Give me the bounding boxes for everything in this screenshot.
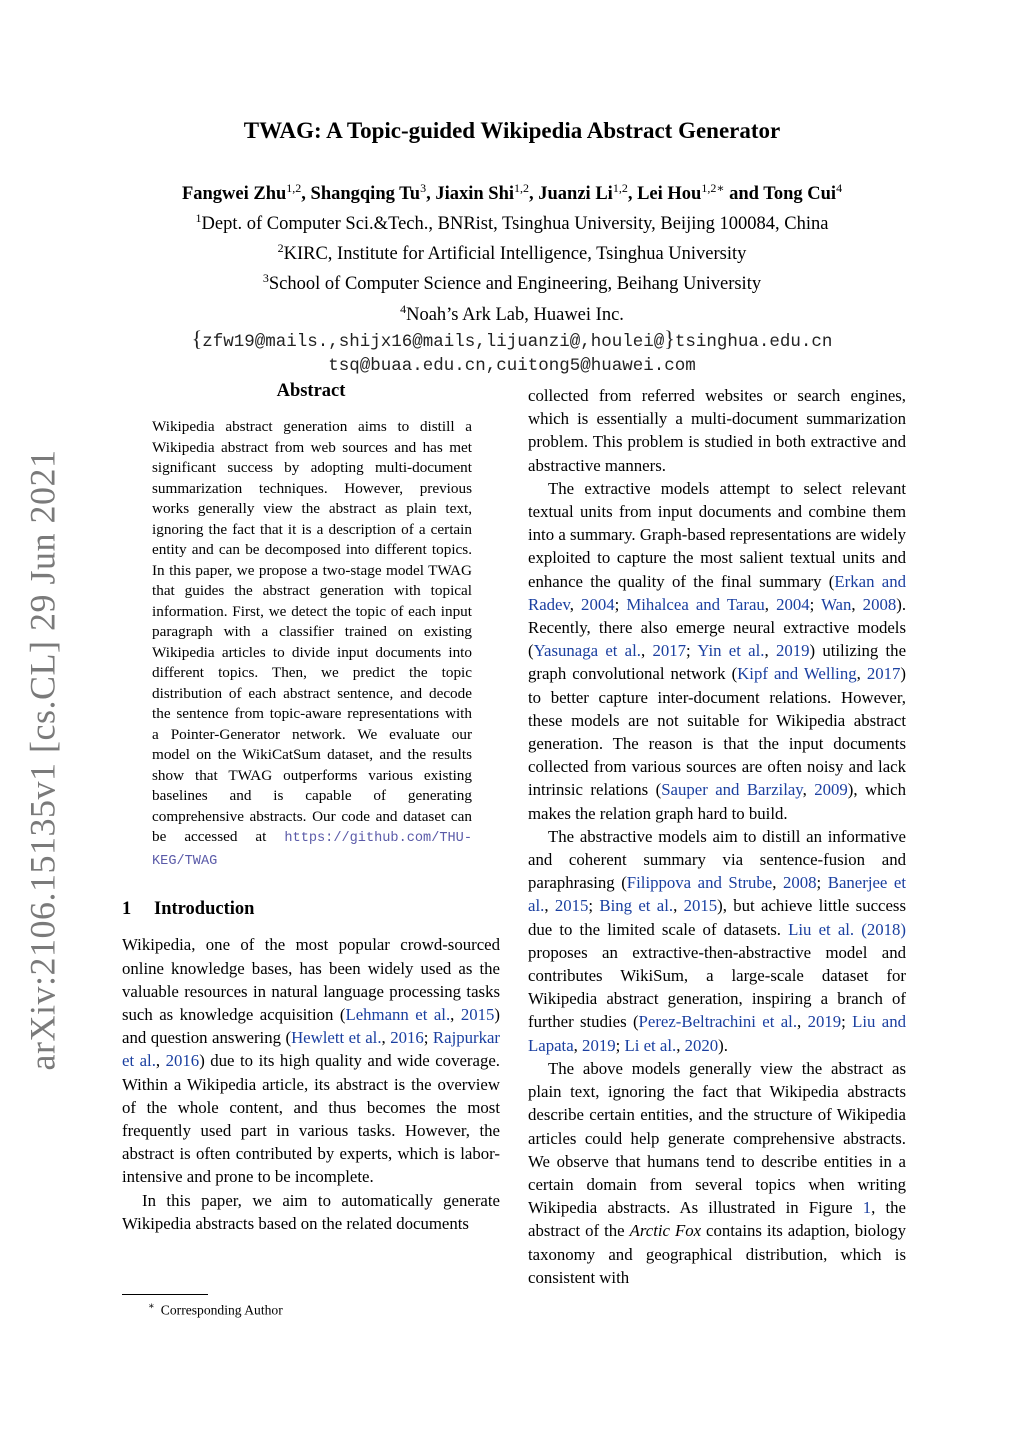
affiliation — [0, 206, 1024, 236]
affiliation-text: Noah’s Ark Lab, Huawei Inc. — [406, 304, 624, 325]
citation-link[interactable]: 2015 — [460, 1005, 495, 1025]
intro-paragraph-2 — [122, 1189, 500, 1235]
author-name: Shangqing Tu — [310, 184, 421, 205]
affiliation — [0, 297, 1024, 327]
citation-link[interactable]: 2020 — [684, 1035, 719, 1055]
paragraph-text: proposes an extractive-then-abstractive model and contributes WikiSum, a large-scale dataset for Wikipedia abstract generation, inspiring a branch of further studies ( — [528, 942, 906, 1032]
author-separator: , — [301, 184, 311, 205]
citation-link[interactable]: Hewlett et al. — [291, 1028, 382, 1048]
paragraph-text: , — [764, 594, 777, 614]
author-separator: , — [426, 184, 436, 205]
author-affiliation-mark: 1,2 — [286, 181, 302, 195]
affiliation-text: Dept. of Computer Sci.&Tech., BNRist, Tsinghua University, Beijing 100084, China — [201, 214, 829, 235]
paragraph-text: contains its adaption, biology taxonomy and geographical distribution, which is consistent with — [528, 1221, 906, 1287]
paragraph-text: ), which makes the relation graph hard to build. — [528, 780, 906, 823]
author-list — [0, 176, 1024, 206]
citation-link[interactable]: Liu et al. (2018) — [788, 919, 906, 939]
author-name: Fangwei Zhu — [181, 184, 287, 205]
paragraph-text: ; — [809, 594, 822, 614]
citation-link[interactable]: Li et al. — [624, 1035, 677, 1055]
email-line-2: tsq@buaa.edu.cn,cuitong5@huawei.com — [328, 355, 696, 376]
citation-link[interactable]: 2008 — [782, 873, 817, 893]
footnote-text: Corresponding Author — [160, 1302, 283, 1318]
affiliation-mark: 3 — [262, 271, 269, 286]
affiliation-text: KIRC, Institute for Artificial Intelligence, Tsinghua University — [283, 244, 747, 265]
author-name: Lei Hou — [637, 184, 702, 205]
citation-link[interactable]: 2004 — [776, 594, 810, 614]
paragraph-text: The above models generally view the abstract as plain text, ignoring the fact that Wikipedia abstracts describe certain entities, and the structure of Wikipedia articles could help generate comprehensive abstracts. We observe that humans tend to describe entities in a certain domain from several topics when writing Wikipedia abstracts. As illustrated in Figure — [528, 1058, 906, 1218]
citation-link[interactable]: Bing et al. — [599, 896, 674, 916]
email-close-brace: } — [664, 325, 675, 351]
email-domain: tsinghua.edu.cn — [674, 331, 833, 352]
citation-link[interactable]: Banerjee et al. — [528, 873, 907, 916]
intro-paragraph-1 — [122, 933, 500, 1188]
citation-link[interactable]: 2016 — [390, 1028, 424, 1048]
section-heading-introduction — [122, 898, 500, 921]
abstract-heading: Abstract — [276, 381, 346, 401]
author-separator: , — [627, 184, 638, 205]
affiliation-mark: 2 — [277, 241, 284, 256]
citation-link[interactable]: Filippova and Strube — [626, 873, 773, 893]
citation-link[interactable]: Rajpurkar et al. — [122, 1028, 501, 1071]
paper-title: TWAG: A Topic-guided Wikipedia Abstract Generator — [243, 118, 781, 143]
right-paragraph-extractive — [528, 477, 906, 825]
paragraph-text: collected from referred websites or search engines, which is essentially a multi-document summarization problem. This problem is studied in both extractive and abstractive manners. — [528, 386, 906, 475]
affiliation-mark: 4 — [400, 301, 407, 316]
affiliation-list — [0, 206, 1024, 327]
citation-link[interactable]: 1 — [862, 1198, 872, 1218]
citation-link[interactable]: 2009 — [814, 780, 848, 800]
author-name: Juanzi Li — [538, 184, 613, 205]
citation-link[interactable]: 2017 — [652, 641, 687, 661]
citation-link[interactable]: Mihalcea and Tarau — [626, 594, 765, 614]
citation-link[interactable]: Yasunaga et al. — [533, 641, 641, 661]
paragraph-text: , — [856, 664, 867, 684]
citation-link[interactable]: 2019 — [582, 1035, 616, 1055]
author-name: Tong Cui — [763, 184, 837, 205]
email-open-brace: { — [191, 325, 203, 351]
author-affiliation-mark: 3 — [420, 181, 427, 195]
email-addresses: zfw19@mails.,shijx16@mails,lijuanzi@,houlei@ — [202, 331, 665, 352]
right-paragraph-abstractive — [528, 825, 906, 1057]
paragraph-text: ) utilizing the graph convolutional network ( — [528, 641, 907, 684]
paragraph-text: , — [569, 594, 582, 614]
author-affiliation-mark: 1,2∗ — [701, 181, 725, 195]
citation-link[interactable]: Perez-Beltrachini et al. — [638, 1012, 798, 1032]
affiliation — [0, 236, 1024, 266]
section-title: Introduction — [154, 899, 255, 920]
footnote-mark: ∗ — [148, 1301, 155, 1312]
author-affiliation-mark: 1,2 — [612, 181, 628, 195]
paragraph-text: ), but achieve little success due to the limited scale of datasets. — [528, 896, 906, 939]
paragraph-text: ) to better capture inter-document relations. However, these models are not suitable for Wikipedia abstract generation. The reason is that the input documents collected from various sources are often noisy and lack intrinsic relations ( — [528, 664, 907, 800]
footnote-rule — [122, 1294, 208, 1295]
author-name: Jiaxin Shi — [435, 184, 515, 205]
paragraph-text: The extractive models attempt to select relevant textual units from input documents and combine them into a summary. Graph-based representations are widely exploited to capture the most salient textual units and enhance the quality of the final summary ( — [528, 478, 906, 591]
paragraph-text: , — [450, 1005, 461, 1025]
section-number: 1 — [122, 899, 132, 920]
author-separator: , — [529, 184, 539, 205]
citation-link[interactable]: 2017 — [866, 664, 901, 684]
author-affiliation-mark: 4 — [836, 181, 843, 195]
paragraph-text: ; — [614, 594, 627, 614]
email-line-1 — [0, 327, 1024, 354]
arxiv-identifier: arXiv:2106.15135v1 [cs.CL] 29 Jun 2021 — [22, 449, 63, 1071]
code-url-link[interactable]: https://github.com/THU-KEG/TWAG — [152, 831, 472, 869]
left-column — [122, 380, 500, 1235]
paragraph-text: , — [381, 1028, 391, 1048]
paragraph-text: , — [676, 1035, 685, 1055]
affiliation — [0, 266, 1024, 296]
paper-header — [0, 118, 1024, 378]
citation-link[interactable]: 2019 — [775, 641, 810, 661]
paragraph-text: ; — [423, 1028, 433, 1048]
paragraph-text: , — [544, 896, 555, 916]
arxiv-identifier-stamp — [22, 449, 63, 1071]
paragraph-text: , — [851, 594, 863, 614]
paragraph-text: ; — [615, 1035, 625, 1055]
citation-link[interactable]: 2004 — [581, 594, 615, 614]
italic-text: Arctic Fox — [629, 1221, 702, 1241]
right-column — [528, 384, 906, 1289]
paragraph-text: The abstractive models aim to distill an informative and coherent summary via sentence-fusion and paraphrasing ( — [528, 826, 906, 893]
paragraph-text: ; — [686, 641, 698, 661]
paragraph-text: ; — [588, 896, 600, 916]
paragraph-text: , — [641, 641, 653, 661]
paragraph-text: , — [573, 1035, 583, 1055]
author-separator: and — [724, 184, 764, 205]
paragraph-text: Wikipedia, one of the most popular crowd-sourced online knowledge bases, has been widely used as the valuable resources in natural language processing tasks such as knowledge acquisition ( — [122, 935, 500, 1025]
citation-link[interactable]: Yin et al. — [697, 641, 765, 661]
paragraph-text: , — [772, 873, 783, 893]
citation-link[interactable]: 2008 — [862, 594, 897, 614]
paragraph-text: ; — [841, 1012, 853, 1032]
paragraph-text: ). Recently, there also emerge neural extractive models ( — [528, 594, 907, 661]
citation-link[interactable]: 2015 — [683, 896, 718, 916]
footnote — [148, 1298, 283, 1320]
citation-link[interactable]: 2019 — [807, 1012, 842, 1032]
paragraph-text: , — [155, 1051, 166, 1071]
citation-link[interactable]: Erkan and Radev — [528, 571, 906, 614]
paragraph-text: , — [673, 896, 684, 916]
citation-link[interactable]: Liu and Lapata — [528, 1012, 906, 1055]
paragraph-text: In this paper, we aim to automatically generate Wikipedia abstracts based on the related documents — [122, 1190, 500, 1233]
paragraph-text: , the abstract of the — [528, 1198, 906, 1241]
citation-link[interactable]: Wan — [821, 594, 852, 614]
paragraph-text: , — [797, 1012, 808, 1032]
paragraph-text: ). — [718, 1035, 728, 1055]
paragraph-text: ) due to its high quality and wide coverage. Within a Wikipedia article, its abstract is the overview of the whole content, and thus becomes the most frequently used part in various tasks. However, the abstract is often contributed by experts, which is labor-intensive and prone to be incomplete. — [122, 1051, 500, 1187]
paragraph-text: ; — [816, 873, 828, 893]
citation-link[interactable]: Sauper and Barzilay — [661, 780, 803, 800]
paragraph-text: , — [764, 641, 776, 661]
paragraph-text: ) and question answering ( — [122, 1005, 500, 1048]
affiliation-text: School of Computer Science and Engineering, Beihang University — [268, 274, 762, 295]
affiliation-mark: 1 — [195, 211, 202, 226]
abstract-text — [152, 417, 472, 872]
abstract-body-text: Wikipedia abstract generation aims to distill a Wikipedia abstract from web sources and has met significant success by adopting multi-document summarization techniques. However, previous works generally view the abstract as plain text, ignoring the fact that it is a description of a certain entity and can be decomposed into different topics. In this paper, we propose a two-stage model TWAG that guides the abstract generation with topical information. First, we detect the topic of each input paragraph with a classifier trained on existing Wikipedia articles to divide input documents into different topics. Then, we predict the topic distribution of each abstract sentence, and decode the sentence from topic-aware representations with a Pointer-Generator network. We evaluate our model on the WikiCatSum dataset, and the results show that TWAG outperforms various existing baselines and is capable of generating comprehensive abstracts. Our code and dataset can be accessed at — [152, 418, 472, 846]
right-paragraph-continued — [528, 384, 906, 477]
citation-link[interactable]: 2015 — [554, 896, 589, 916]
paragraph-text: , — [802, 780, 815, 800]
citation-link[interactable]: Lehmann et al. — [345, 1005, 451, 1025]
right-paragraph-topics — [528, 1057, 906, 1289]
citation-link[interactable]: 2016 — [165, 1051, 200, 1071]
citation-link[interactable]: Kipf and Welling — [737, 664, 857, 684]
author-affiliation-mark: 1,2 — [514, 181, 530, 195]
